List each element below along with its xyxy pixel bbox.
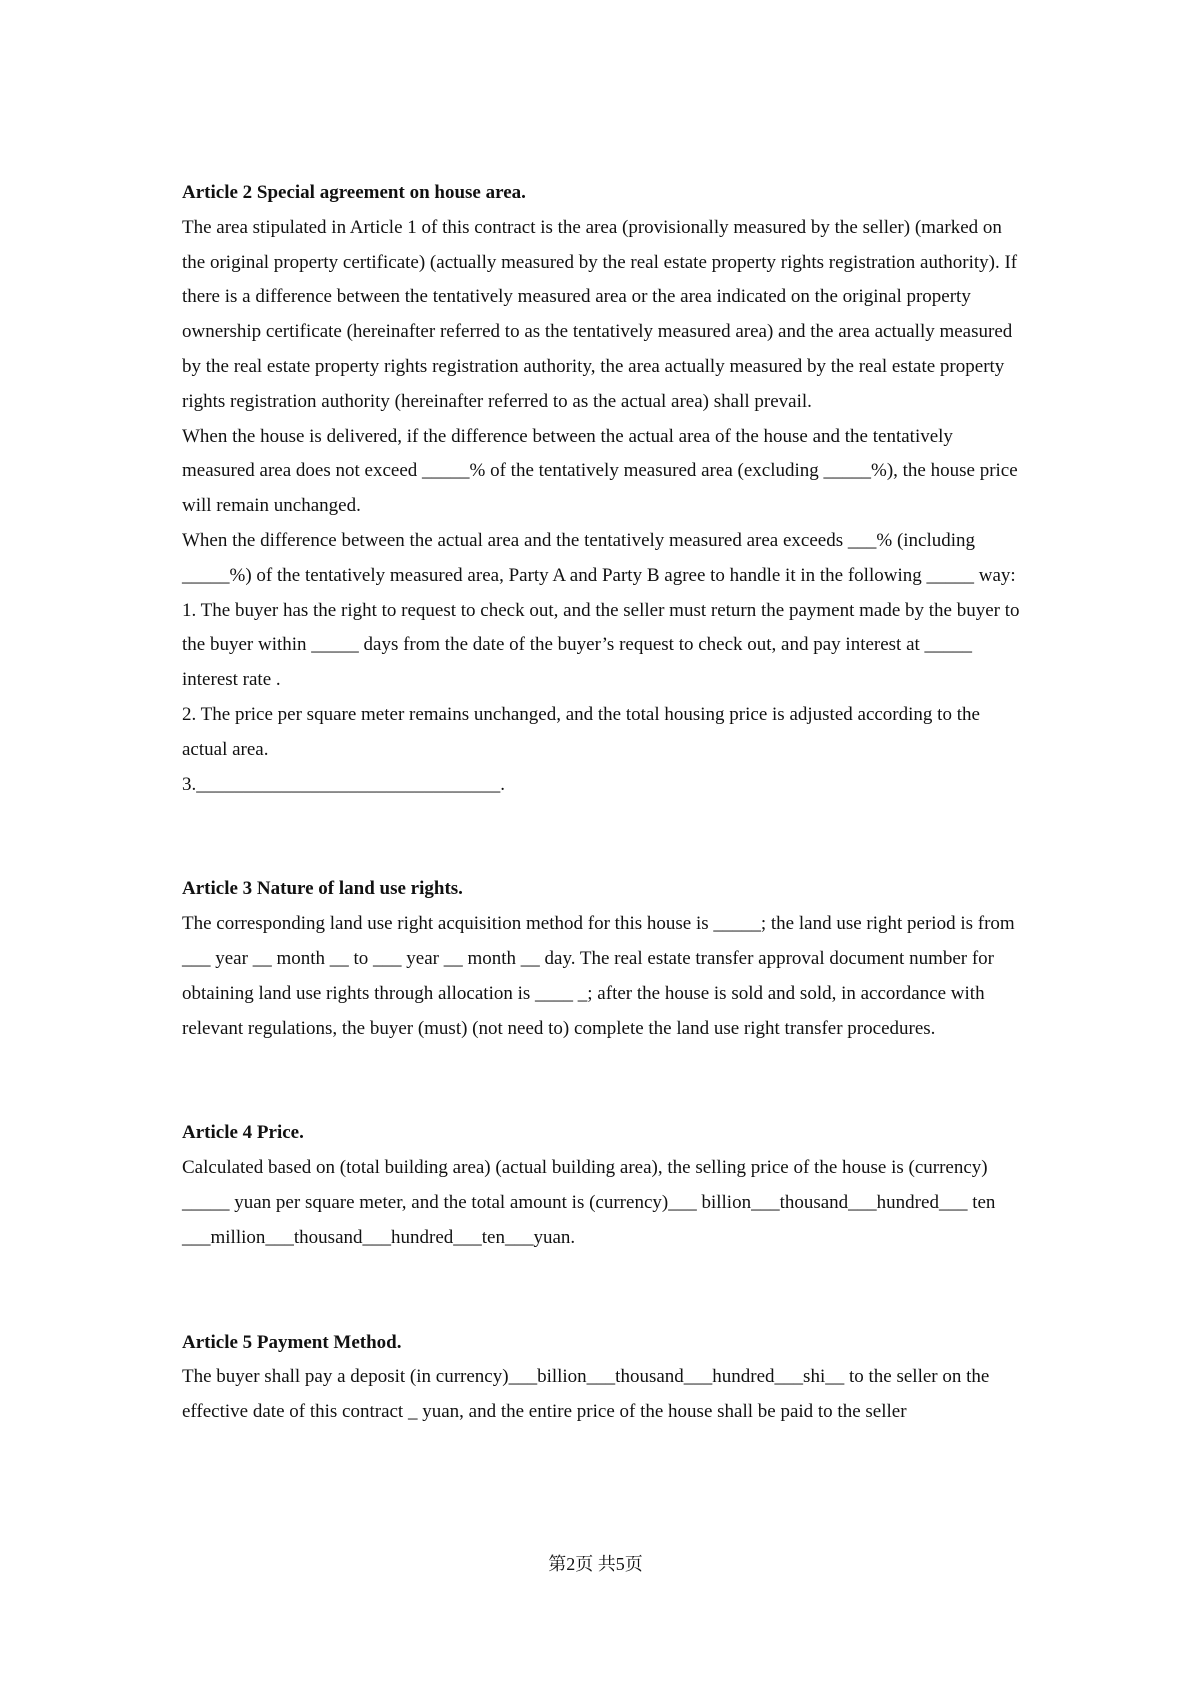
article-5-heading: Article 5 Payment Method.	[182, 1331, 402, 1353]
article-2-paragraph-3: When the difference between the actual area and the tentatively measured area exceeds ___% (including _____%) of the tentatively measured area, Party A and Party B agree to handle it in the following _____ way:	[182, 529, 1016, 586]
article-3-paragraph-1: The corresponding land use right acquisition method for this house is _____; the land use right period is from ___ year __ month __ to ___ year __ month __ day. The real estate transfer approval document number for obtaining land use rights through allocation is ____ _; after the house is sold and sold, in accordance with relevant regulations, the buyer (must) (not need to) complete the land use right transfer procedures.	[182, 913, 1015, 1039]
article-2-option-3: 3.________________________________.	[182, 773, 505, 795]
page-number-footer: 第2页 共5页	[548, 1554, 643, 1574]
article-4-section	[182, 1116, 1022, 1255]
article-3-section	[182, 872, 1022, 1046]
article-4-paragraph-1: Calculated based on (total building area) (actual building area), the selling price of the house is (currency) _____ yuan per square meter, and the total amount is (currency)___ billion___thousand___hundred___ ten ___million___thousand___hundred___ten___yuan.	[182, 1157, 996, 1248]
article-2-option-2: 2. The price per square meter remains unchanged, and the total housing price is adjusted according to the actual area.	[182, 703, 980, 760]
article-5-section	[182, 1326, 1022, 1430]
section-spacer	[182, 802, 1022, 872]
article-2-option-1: 1. The buyer has the right to request to check out, and the seller must return the payment made by the buyer to the buyer within _____ days from the date of the buyer’s request to check out, and pay interest at _____ interest rate .	[182, 599, 1020, 691]
section-spacer	[182, 1046, 1022, 1116]
article-5-paragraph-1: The buyer shall pay a deposit (in currency)___billion___thousand___hundred___shi__ to the seller on the effective date of this contract _ yuan, and the entire price of the house shall be paid to the seller	[182, 1366, 990, 1423]
document-body	[182, 176, 1022, 1430]
section-spacer	[182, 1256, 1022, 1326]
article-3-heading: Article 3 Nature of land use rights.	[182, 878, 463, 900]
article-2-paragraph-2: When the house is delivered, if the difference between the actual area of the house and the tentatively measured area does not exceed _____% of the tentatively measured area (excluding _____%), the house price will remain unchanged.	[182, 425, 1018, 517]
article-2-heading: Article 2 Special agreement on house area.	[182, 182, 526, 203]
article-2-paragraph-1: The area stipulated in Article 1 of this contract is the area (provisionally measured by the seller) (marked on the original property certificate) (actually measured by the real estate property rights registration authority). If there is a difference between the tentatively measured area or the area indicated on the original property ownership certificate (hereinafter referred to as the tentatively measured area) and the area actually measured by the real estate property rights registration authority, the area actually measured by the real estate property rights registration authority (hereinafter referred to as the actual area) shall prevail.	[182, 216, 1018, 412]
article-2-section	[182, 176, 1022, 802]
article-4-heading: Article 4 Price.	[182, 1122, 304, 1144]
